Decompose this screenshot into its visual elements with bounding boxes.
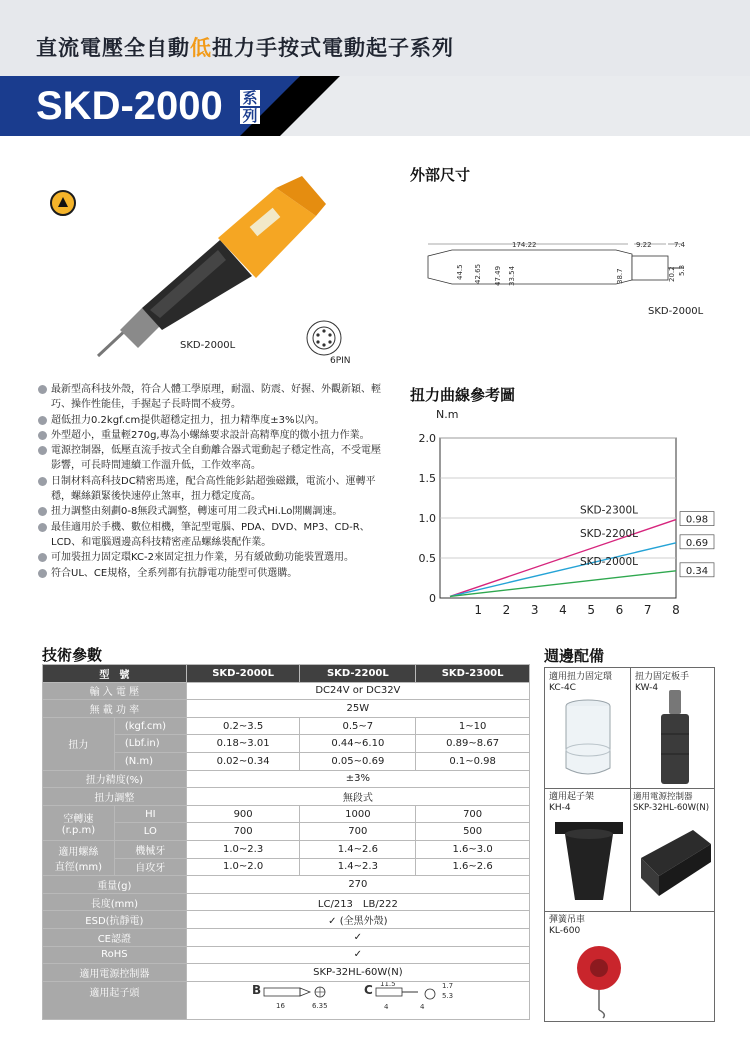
accessory-code: KC-4C: [549, 683, 576, 693]
ce-label: CE認證: [43, 928, 187, 946]
adjust-value: 無段式: [186, 788, 529, 806]
speed-label-line2: (r.p.m): [61, 824, 96, 836]
series-name-label: SKD-2000L: [580, 555, 638, 568]
end-value-label: 0.34: [685, 565, 709, 577]
speed-mode: LO: [114, 823, 186, 841]
spec-table: [42, 664, 530, 1020]
x-tick-label: 4: [559, 603, 567, 617]
y-tick-label: 0: [429, 592, 436, 605]
power-label: 無 載 功 率: [43, 700, 187, 718]
cell: 1.6~2.6: [416, 858, 530, 876]
dim-9-22: 9.22: [636, 241, 652, 249]
cell: 0.44~6.10: [300, 735, 416, 753]
torque-chart: [410, 424, 720, 620]
feature-item: 符合UL、CE規格，全系列都有抗靜電功能型可供選購。: [38, 566, 388, 581]
feature-item: 扭力調整由刻劃0-8無段式調整，轉速可用二段式Hi.Lo開關調速。: [38, 504, 388, 519]
cell: 1000: [300, 805, 416, 823]
power-controller-image: [637, 818, 713, 904]
y-tick-label: 2.0: [418, 432, 436, 445]
bit-drawings: [248, 982, 468, 1016]
dim-33-54: 33.54: [508, 265, 516, 286]
accessory-name: 扭力固定板手: [635, 672, 690, 682]
table-row: [43, 665, 530, 683]
precision-value: ±3%: [186, 770, 529, 788]
bits-value: [186, 981, 529, 1019]
feature-list: [38, 382, 388, 581]
x-tick-label: 1: [474, 603, 483, 617]
table-row: [43, 981, 530, 1019]
table-row: [43, 928, 530, 946]
dim-chuck-outline: [632, 256, 668, 280]
esd-label: ESD(抗靜電): [43, 911, 187, 929]
cell: 700: [186, 823, 300, 841]
adjust-label: 扭力調整: [43, 788, 187, 806]
screw-kind: 機械牙: [114, 840, 186, 858]
series-name-label: SKD-2200L: [580, 527, 638, 540]
feature-item: 可加裝扭力固定環KC-2來固定扭力作業，另有緩啟動功能裝置選用。: [38, 550, 388, 565]
accessory-code: KW-4: [635, 683, 659, 693]
weight-label: 重量(g): [43, 876, 187, 894]
bit-b-label: B: [251, 982, 262, 997]
dim-42-65: 42.65: [474, 263, 482, 284]
check-icon: ✓: [186, 946, 529, 964]
header-model-1: SKD-2000L: [186, 665, 300, 683]
end-value-label: 0.69: [685, 537, 709, 549]
cell: 900: [186, 805, 300, 823]
cell: 500: [416, 823, 530, 841]
accessories-grid: [544, 667, 715, 1022]
cell: 1.4~2.6: [300, 840, 416, 858]
accessory-name: 適用起子架: [549, 792, 595, 802]
title-text-pre: 直流電壓全自動: [36, 36, 190, 60]
bit-b-dim-1: 16: [275, 1001, 285, 1010]
screw-kind: 自攻牙: [114, 858, 186, 876]
chart-y-unit: N.m: [436, 408, 459, 421]
cell: 0.1~0.98: [416, 752, 530, 770]
esd-warning-icon: [50, 190, 76, 216]
bit-c-shape: [376, 988, 402, 996]
accessory-ring-label: [549, 672, 612, 694]
title-highlight: 低: [190, 36, 212, 60]
connector-6pin-icon: [300, 318, 348, 358]
controller-label: 適用電源控制器: [43, 964, 187, 982]
bit-c-label: C: [363, 982, 373, 997]
length-label: 長度(mm): [43, 893, 187, 911]
table-row: [43, 946, 530, 964]
bit-b-dim-2: 6.35: [311, 1001, 328, 1010]
series-char-1: 系: [240, 90, 260, 106]
power-value: 25W: [186, 700, 529, 718]
dim-38-7: 38.7: [616, 268, 624, 284]
dimension-drawing: [416, 236, 716, 298]
table-row: [43, 805, 530, 823]
accessory-name: 適用電源控制器: [633, 792, 693, 802]
dim-7-4: 7.4: [674, 241, 686, 249]
esd-note: (全黑外殼): [339, 916, 388, 928]
divider: [545, 788, 714, 789]
x-tick-label: 2: [502, 603, 511, 617]
screw-label: [43, 840, 115, 875]
check-icon: ✓: [186, 928, 529, 946]
spring-balancer-image: [563, 940, 643, 1020]
speed-label: [43, 805, 115, 840]
voltage-value: DC24V or DC32V: [186, 682, 529, 700]
specs-heading: 技術參數: [42, 646, 103, 664]
screwdriver-holder-image: [553, 814, 625, 906]
dim-44-5: 44.5: [456, 264, 464, 280]
cell: 700: [416, 805, 530, 823]
accessory-controller-label: [633, 792, 709, 814]
speed-label-line1: 空轉速: [63, 813, 94, 825]
bit-c-dim-4: 4: [383, 1002, 389, 1011]
dim-20-2: 20.2: [668, 266, 676, 282]
accessory-holder-label: [549, 792, 594, 814]
accessory-code: KH-4: [549, 803, 571, 813]
screw-label-line2: 直徑(mm): [54, 862, 103, 874]
esd-value: [186, 911, 529, 929]
accessory-name: 彈簧吊車: [549, 915, 586, 925]
model-title: SKD-2000: [36, 84, 223, 128]
cell: 0.2~3.5: [186, 717, 300, 735]
x-tick-label: 6: [615, 603, 624, 617]
accessory-name: 適用扭力固定環: [549, 672, 613, 682]
product-caption: SKD-2000L: [180, 340, 236, 351]
torque-wrench-image: [657, 690, 693, 786]
check-icon: ✓: [328, 916, 337, 928]
precision-label: 扭力精度(%): [43, 770, 187, 788]
cell: 0.89~8.67: [416, 735, 530, 753]
table-row: [43, 770, 530, 788]
title-text-post: 扭力手按式電動起子系列: [212, 36, 454, 60]
screw-label-line1: 適用螺絲: [58, 847, 99, 859]
table-row: [43, 858, 530, 876]
accessories-heading: 週邊配備: [544, 647, 605, 665]
feature-item: 最佳適用於手機、數位相機，筆記型電腦、PDA、DVD、MP3、CD-R、LCD、和電腦週邊高科技精密產品螺絲裝配作業。: [38, 520, 388, 551]
bit-c-dim-5: 4: [419, 1002, 425, 1011]
divider: [545, 911, 714, 912]
rohs-label: RoHS: [43, 946, 187, 964]
cell: 1.4~2.3: [300, 858, 416, 876]
series-char-2: 列: [240, 108, 260, 124]
table-row: [43, 840, 530, 858]
bit-c-dim-1: 11.5: [379, 981, 396, 988]
table-row: [43, 893, 530, 911]
cell: 0.02~0.34: [186, 752, 300, 770]
connector-caption: 6PIN: [330, 356, 351, 366]
weight-value: 270: [186, 876, 529, 894]
feature-item: 外型超小，重量輕270g,專為小螺絲要求設計高精準度的微小扭力作業。: [38, 428, 388, 443]
cell: 1.6~3.0: [416, 840, 530, 858]
controller-value: SKP-32HL-60W(N): [186, 964, 529, 982]
accessory-balancer-label: [549, 915, 585, 937]
x-tick-label: 3: [530, 603, 539, 617]
torque-unit: (kgf.cm): [114, 717, 186, 735]
cell: 1.0~2.3: [186, 840, 300, 858]
accessory-code: SKP-32HL-60W(N): [633, 803, 710, 813]
feature-item: 電源控制器，低壓直流手按式全自動離合器式電動起子穩定性高，不受電壓影響，可長時間連續工作溫升低，工作效率高。: [38, 443, 388, 474]
series-tag: [240, 90, 260, 126]
torque-label: 扭力: [43, 717, 115, 770]
series-name-label: SKD-2300L: [580, 504, 638, 517]
torque-unit: (N.m): [114, 752, 186, 770]
speed-mode: HI: [114, 805, 186, 823]
voltage-label: 輸 入 電 壓: [43, 682, 187, 700]
bit-c-dim-3: 5.3: [441, 991, 453, 1000]
dim-length: 174.22: [512, 241, 537, 249]
page-title: [36, 32, 454, 62]
table-row: [43, 682, 530, 700]
table-row: [43, 788, 530, 806]
header-model-2: SKD-2200L: [300, 665, 416, 683]
chart-title: 扭力曲線參考圖: [410, 386, 516, 404]
length-value: LC/213 LB/222: [186, 893, 529, 911]
dim-5-3: 5.3: [678, 264, 686, 276]
torque-ring-image: [561, 698, 615, 784]
dim-47-49: 47.49: [494, 265, 502, 286]
table-row: [43, 735, 530, 753]
y-tick-label: 1.5: [418, 472, 436, 485]
cell: 0.5~7: [300, 717, 416, 735]
dimension-caption: SKD-2000L: [648, 306, 704, 317]
header-model-label: 型 號: [43, 665, 187, 683]
header-model-3: SKD-2300L: [416, 665, 530, 683]
dimensions-heading: 外部尺寸: [410, 166, 471, 184]
cell: 1.0~2.0: [186, 858, 300, 876]
torque-unit: (Lbf.in): [114, 735, 186, 753]
table-row: [43, 717, 530, 735]
feature-item: 超低扭力0.2kgf.cm提供超穩定扭力，扭力精準度±3%以內。: [38, 413, 388, 428]
table-row: [43, 752, 530, 770]
end-value-label: 0.98: [685, 514, 709, 526]
x-tick-label: 8: [672, 603, 680, 617]
bits-label: 適用起子頭: [43, 981, 187, 1019]
cell: 700: [300, 823, 416, 841]
y-tick-label: 1.0: [418, 512, 436, 525]
x-tick-label: 7: [643, 603, 652, 617]
feature-item: 日制材料高科技DC精密馬達，配合高性能釤鈷超強磁鐵，電流小、運轉平穩，螺絲鎖緊後快速停止煞車，扭力穩定度高。: [38, 474, 388, 505]
x-tick-label: 5: [587, 603, 596, 617]
table-row: [43, 911, 530, 929]
accessory-code: KL-600: [549, 926, 581, 936]
divider: [630, 668, 631, 911]
feature-item: 最新型高科技外殼，符合人體工學原理，耐溫、防震、好握、外觀新穎、輕巧、操作性能佳，手握起子長時間不疲勞。: [38, 382, 388, 413]
table-row: [43, 964, 530, 982]
cell: 0.05~0.69: [300, 752, 416, 770]
bit-b-shape: [264, 988, 300, 996]
y-tick-label: 0.5: [418, 552, 436, 565]
cell: 0.18~3.01: [186, 735, 300, 753]
cell: 1~10: [416, 717, 530, 735]
table-row: [43, 700, 530, 718]
table-row: [43, 876, 530, 894]
bit-c-dim-2: 1.7: [441, 981, 453, 990]
table-row: [43, 823, 530, 841]
